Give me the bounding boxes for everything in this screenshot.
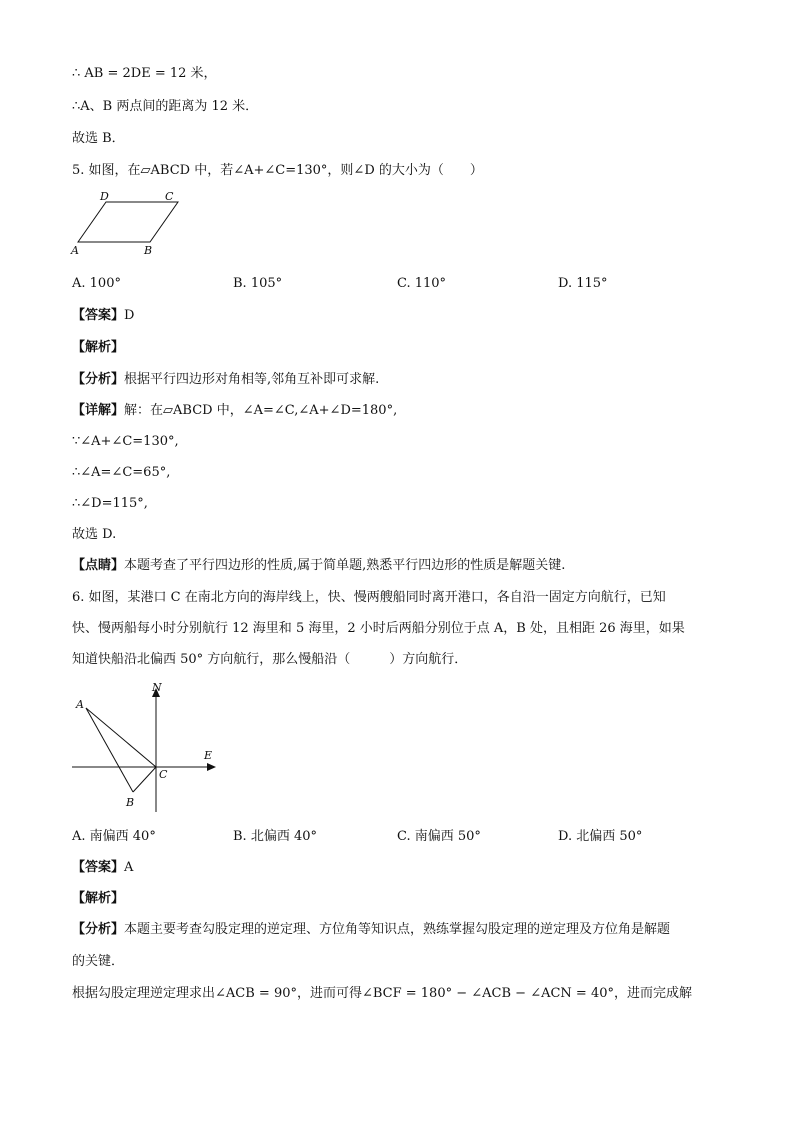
dianjing-text: 本题考查了平行四边形的性质,属于简单题,熟悉平行四边形的性质是解题关键.	[124, 558, 566, 573]
label-a: A	[76, 698, 84, 711]
q6-stem-line-3: 知道快船沿北偏西 50° 方向航行，那么慢船沿（ ）方向航行．	[72, 652, 468, 667]
q5-stem: 5. 如图，在▱ABCD 中，若∠A+∠C=130°，则∠D 的大小为（ ）	[72, 163, 483, 178]
q5-option-c: C. 110°	[397, 276, 447, 291]
xiangjie-tag: 【详解】	[72, 403, 125, 418]
q5-xiangjie-line	[72, 401, 397, 421]
label-n: N	[152, 681, 162, 694]
q5-fenxi-line	[72, 370, 379, 390]
q6-stem-line-2: 快、慢两船每小时分别航行 12 海里和 5 海里，2 小时后两船分别位于点 A，B 处，且相距 26 海里，如果	[72, 621, 685, 636]
fenxi-tag: 【分析】	[72, 372, 125, 387]
parallelogram-shape	[78, 202, 178, 242]
q6-fenxi-line	[72, 920, 670, 940]
q5-option-d: D. 115°	[558, 276, 608, 291]
q5-answer-line	[72, 306, 134, 326]
prev-solution-line-1: ∴ AB = 2DE = 12 米，	[72, 66, 217, 81]
q6-option-d: D. 北偏西 50°	[558, 829, 643, 844]
q5-step-4: 故选 D.	[72, 527, 117, 542]
label-d: D	[100, 192, 109, 203]
fenxi-text: 根据平行四边形对角相等,邻角互补即可求解.	[124, 372, 380, 387]
prev-solution-line-3: 故选 B．	[72, 131, 125, 146]
label-c: C	[165, 192, 174, 203]
fenxi-tag: 【分析】	[72, 922, 125, 937]
xiangjie-text: 解：在▱ABCD 中，∠A=∠C,∠A+∠D=180°,	[124, 403, 398, 418]
answer-tag: 【答案】	[72, 308, 125, 323]
q6-fenxi-line-2: 的关键．	[72, 954, 125, 969]
east-arrow-icon	[207, 763, 216, 771]
prev-solution-line-2: ∴A、B 两点间的距离为 12 米．	[72, 99, 259, 114]
answer-tag: 【答案】	[72, 860, 125, 875]
q6-direction-figure	[70, 678, 220, 813]
q5-step-3: ∴∠D=115°,	[72, 496, 148, 511]
q6-last-line: 根据勾股定理逆定理求出∠ACB = 90°，进而可得∠BCF = 180° − ∠ACB − ∠ACN = 40°，进而完成解	[72, 986, 693, 1001]
q5-dianjing-line	[72, 556, 565, 576]
q5-option-b: B. 105°	[233, 276, 283, 291]
segment-ca	[86, 708, 156, 767]
q6-analysis-tag: 【解析】	[72, 891, 125, 906]
answer-value: D	[124, 308, 135, 323]
q6-option-c: C. 南偏西 50°	[397, 829, 481, 844]
label-b: B	[144, 244, 153, 257]
q6-option-b: B. 北偏西 40°	[233, 829, 317, 844]
q5-parallelogram-figure	[68, 192, 188, 258]
fenxi-text: 本题主要考查勾股定理的逆定理、方位角等知识点，熟练掌握勾股定理的逆定理及方位角是解题	[124, 922, 671, 937]
q5-option-a: A. 100°	[72, 276, 121, 291]
q6-option-a: A. 南偏西 40°	[72, 829, 156, 844]
answer-value: A	[124, 860, 134, 875]
label-b: B	[126, 796, 135, 809]
segment-ab	[86, 708, 133, 792]
q6-stem-line-1: 6. 如图，某港口 C 在南北方向的海岸线上，快、慢两艘船同时离开港口，各自沿一固定方向航行，已知	[72, 590, 666, 605]
label-e: E	[204, 749, 213, 762]
q6-answer-line	[72, 858, 133, 878]
q5-analysis-tag: 【解析】	[72, 340, 125, 355]
q5-step-1: ∵∠A+∠C=130°,	[72, 434, 179, 449]
label-a: A	[71, 244, 79, 257]
q5-step-2: ∴∠A=∠C=65°,	[72, 465, 171, 480]
segment-bc	[133, 767, 156, 792]
dianjing-tag: 【点睛】	[72, 558, 125, 573]
label-c: C	[159, 768, 168, 781]
